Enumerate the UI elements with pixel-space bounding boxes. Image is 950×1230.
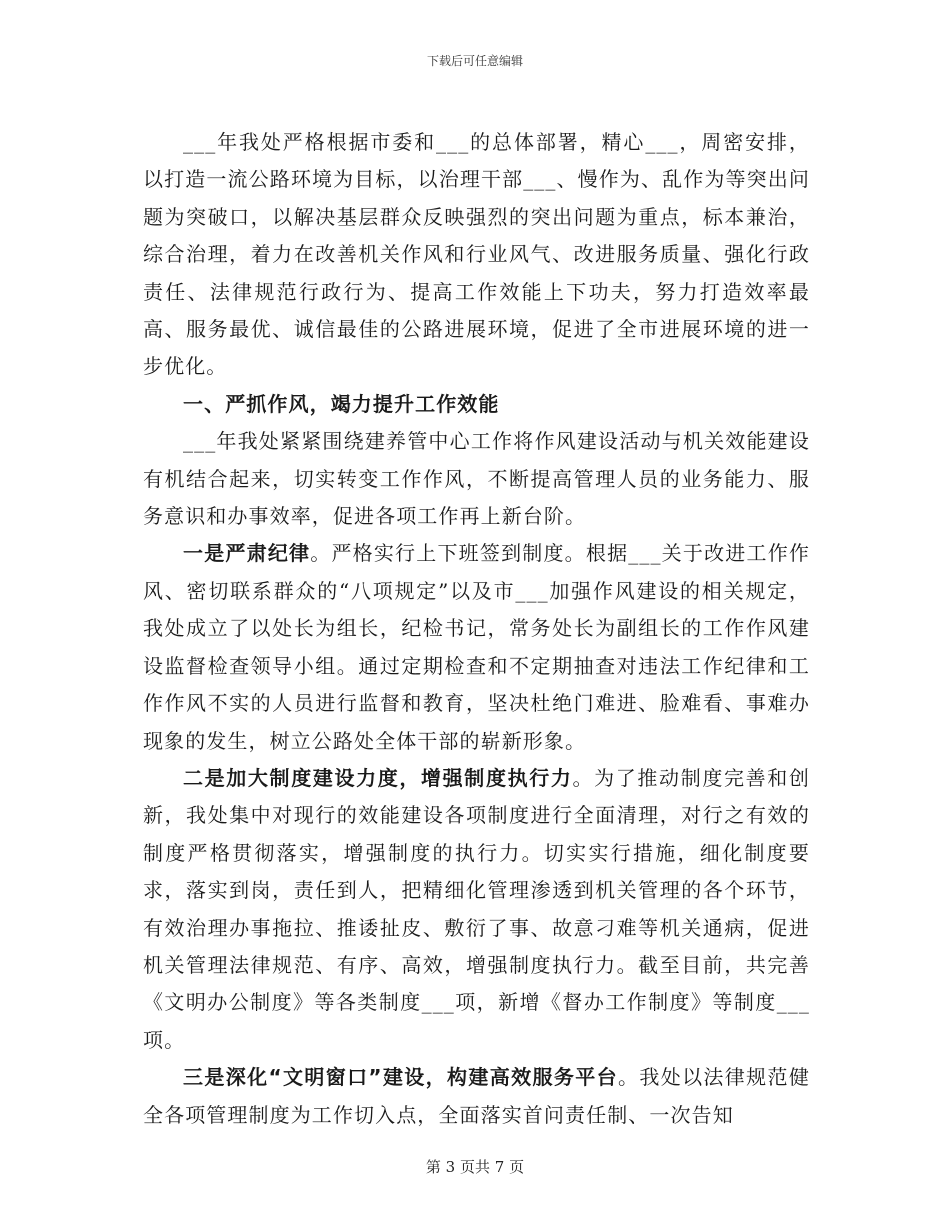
paragraph-lead-discipline: 一是严肃纪律 — [183, 541, 311, 566]
paragraph-discipline — [143, 535, 810, 759]
paragraph-text-system: 。为了推动制度完善和创新，我处集中对现行的效能建设各项制度进行全面清理，对行之有效的制度严格贯彻落实，增强制度的执行力。切实实行措施，细化制度要求，落实到岗，责任到人，把精细化管理渗透到机关管理的各个环节，有效治理办事拖拉、推诿扯皮、敷衍了事、故意刁难等机关通病，促进机关管理法律规范、有序、高效，增强制度执行力。截至目前，共完善《文明办公制度》等各类制度___项，新增《督办工作制度》等制度___项。 — [143, 765, 810, 1052]
paragraph-lead-window: 三是深化“文明窗口”建设，构建高效服务平台 — [183, 1065, 618, 1090]
paragraph-lead-system: 二是加大制度建设力度，增强制度执行力 — [183, 765, 573, 790]
paragraph-window — [143, 1059, 810, 1134]
paragraph-intro: ___年我处严格根据市委和___的总体部署，精心___，周密安排，以打造一流公路环境为目标，以治理干部___、慢作为、乱作为等突出问题为突破口，以解决基层群众反映强烈的突出问题为重点，标本兼治，综合治理，着力在改善机关作风和行业风气、改进服务质量、强化行政责任、法律规范行政行为、提高工作效能上下功夫，努力打造效率最高、服务最优、诚信最佳的公路进展环境，促进了全市进展环境的进一步优化。 — [143, 130, 810, 379]
paragraph-text-discipline: 。严格实行上下班签到制度。根据___关于改进工作作风、密切联系群众的“八项规定”以及市___加强作风建设的相关规定，我处成立了以处长为组长，纪检书记，常务处长为副组长的工作作风建设监督检查领导小组。通过定期检查和不定期抽查对违法工作纪律和工作作风不实的人员进行监督和教育，坚决杜绝门难进、脸难看、事难办现象的发生，树立公路处全体干部的崭新形象。 — [143, 541, 811, 753]
paragraph-text-window: 。我处以法律规范健全各项管理制度为工作切入点，全面落实首问责任制、一次告知 — [143, 1065, 810, 1127]
paragraph-system — [143, 760, 810, 1059]
document-body — [143, 124, 810, 1134]
page-footer: 第 3 页共 7 页 — [425, 1158, 525, 1176]
section-heading: 一、严抓作风，竭力提升工作效能 — [183, 391, 500, 416]
paragraph-section-intro: ___年我处紧紧围绕建养管中心工作将作风建设活动与机关效能建设有机结合起来，切实转变工作作风，不断提高管理人员的业务能力、服务意识和办事效率，促进各项工作再上新台阶。 — [143, 429, 810, 529]
page-header: 下载后可任意编辑 — [426, 54, 523, 68]
